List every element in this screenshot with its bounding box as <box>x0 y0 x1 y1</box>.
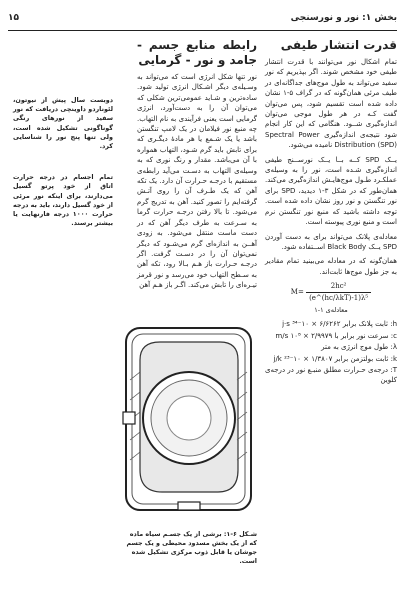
page-header <box>8 6 397 31</box>
chapter-title: بخش ۱: نور و نورسنجی <box>290 13 397 23</box>
figure-blackbody-cutaway <box>120 320 257 520</box>
side-notes-column <box>13 96 113 250</box>
paragraph: معادله‌ی پلانک می‌تواند برای به دست آوردن SPD یــک Black Body اســتفاده شود. <box>265 232 397 251</box>
paragraph: تمام اشکال نور می‌توانند با قدرت انتشار طیفی خود مشخص شوند. اگر بپذیریم که نور سفید می‌تواند به طول موج‌های جداگانه‌ای در طیف مرئی همان‌گونه که در گراف ۵-۱ نشان داده شده است تقسیم شود، پس می‌توان گفت کـه در هر طول موجی می‌توان اندازه‌گیری شــود. هنگامی که این کار انجام شود نتیجه‌ی اندازه‌گیری Spectral Power Distribution (SPD) نامیده می‌شود. <box>265 58 397 150</box>
side-note-davinci: دوبست سال پیش از نیوتون، لئوناردو داوینچی دریافت که نور سفید از نورهای رنگی گوناگونی تشکیل شده است، ولی تنها پنج نور را شناسایی کرد. <box>13 96 113 151</box>
definition-item: c: سرعت نور برابر با ۲/۹۹۷۹ × ۱۰⁸ m/s <box>275 331 397 340</box>
page-number: ۱۵ <box>8 13 19 23</box>
definition-item: k: ثابت بولتزمن برابر ۱/۳۸۰۷ × ۱۰⁻²³ j/k <box>273 354 397 363</box>
section-heading-spd: قدرت انتشار طیفی <box>280 38 397 52</box>
equation-definitions <box>265 319 397 385</box>
equation-numerator: 2hc² <box>306 281 371 292</box>
paragraph: نور تنها شکل انرژی است که می‌تواند به وسـیله‌ی دیگر اشـکال انرژی تولید شود. ساده‌ترین و شـاید عمومی‌ترین شکلی که می‌توان آن را به دست‌آورد، انرژی گرمایی است یعنی فرآیندی به نام التهاب. چه منبع نور فیلامان در یک لامپ تنگستن باشد یا یک شـمع یا هر مادهٔ دیگـری که برای تابش باید گرم شـود، التهاب همواره با آن می‌باشد. مقدار و رنگ نوری که به وسیله‌ی التهاب به دسـت می‌آید رابطه‌ی مستقیم با درجـه حـرارت آن دارد. یک تکه آهن که یک طـرف آن را روی آتـش گرفته‌ایم را تصور کنید. آهن به تدریج گرم می‌شود. تا بالا رفتن درجـه حرارت گرما به سـرعت به طرف دیگر آهن که در دست ماست منتقل می‌شود. به زودی آهــن به اندازه‌ای گرم می‌شـود که دیگر نمی‌توان آن را در دسـت گرفت. اگر درجـه حـرارت باز هـم بـالا رود، تکه آهن به سـطح التهاب خود می‌رسد و نور قرمز تیـره‌ای را تابش می‌کند. اگـر باز هـم آهن <box>137 73 257 290</box>
equation-label: معادله‌ی ۱-۱ <box>314 305 348 314</box>
section-heading-incandescence: رابطه منابع جسم - جامد و نور - گرمایی <box>137 38 257 67</box>
side-note-temperature: تمام اجسام در درجه حرارت اتاق از خود پرتو گسیل می‌دارند، برای اینکه نور مرئی از خود گسیل دارند، باید به درجه حرارت ۱۰۰۰ درجه فارنهایت یا بیشتر برسند. <box>13 173 113 228</box>
blackbody-illustration <box>120 320 257 520</box>
figure-caption: شـکل ۶-۱: برشی از یک جسـم سیاه ماده که از یک بخش مسدود محیطی و یک جسم جوشان یا قابل ذوب مرکزی تشکیل شده است. <box>126 530 257 565</box>
right-column <box>265 38 397 387</box>
definition-item: T: درجه‌ی حـرارت مطلق منبـع نور در درجه‌ی کلوین <box>265 365 397 385</box>
middle-column <box>137 38 257 295</box>
equation-lhs: M= <box>290 288 304 297</box>
paragraph: همان‌گونه که در معادله می‌بینید تمام مقادیر به جز طول موج‌ها ثابت‌اند. <box>265 257 397 276</box>
paragraph: یــک SPD کــه بــا یــک نورســنج طیفی اندازه‌گیری شـده است، نور را به وسیله‌ی عملکـرد طـول موج‌هایـش اندازه‌گیری می‌کند. همان‌طور که در شکل ۳-۱ دیدید، SPD برای نور تنگستن و نور روز نشان داده شده است. توجه داشته باشید که منبع نور تنگستن نرم است و منبع نوری پیوسته است. <box>265 155 397 227</box>
planck-equation <box>265 281 397 303</box>
equation-fraction <box>306 281 371 303</box>
definition-item: λ: طول موج انرژی به متر <box>321 343 397 352</box>
definition-item: h: ثابت پلانک برابر ۶/۶۲۶۲ × ۱۰⁻³⁴ j·s <box>282 320 397 329</box>
equation-denominator: (e^(hc/λkT)-1)λ⁵ <box>309 293 369 302</box>
